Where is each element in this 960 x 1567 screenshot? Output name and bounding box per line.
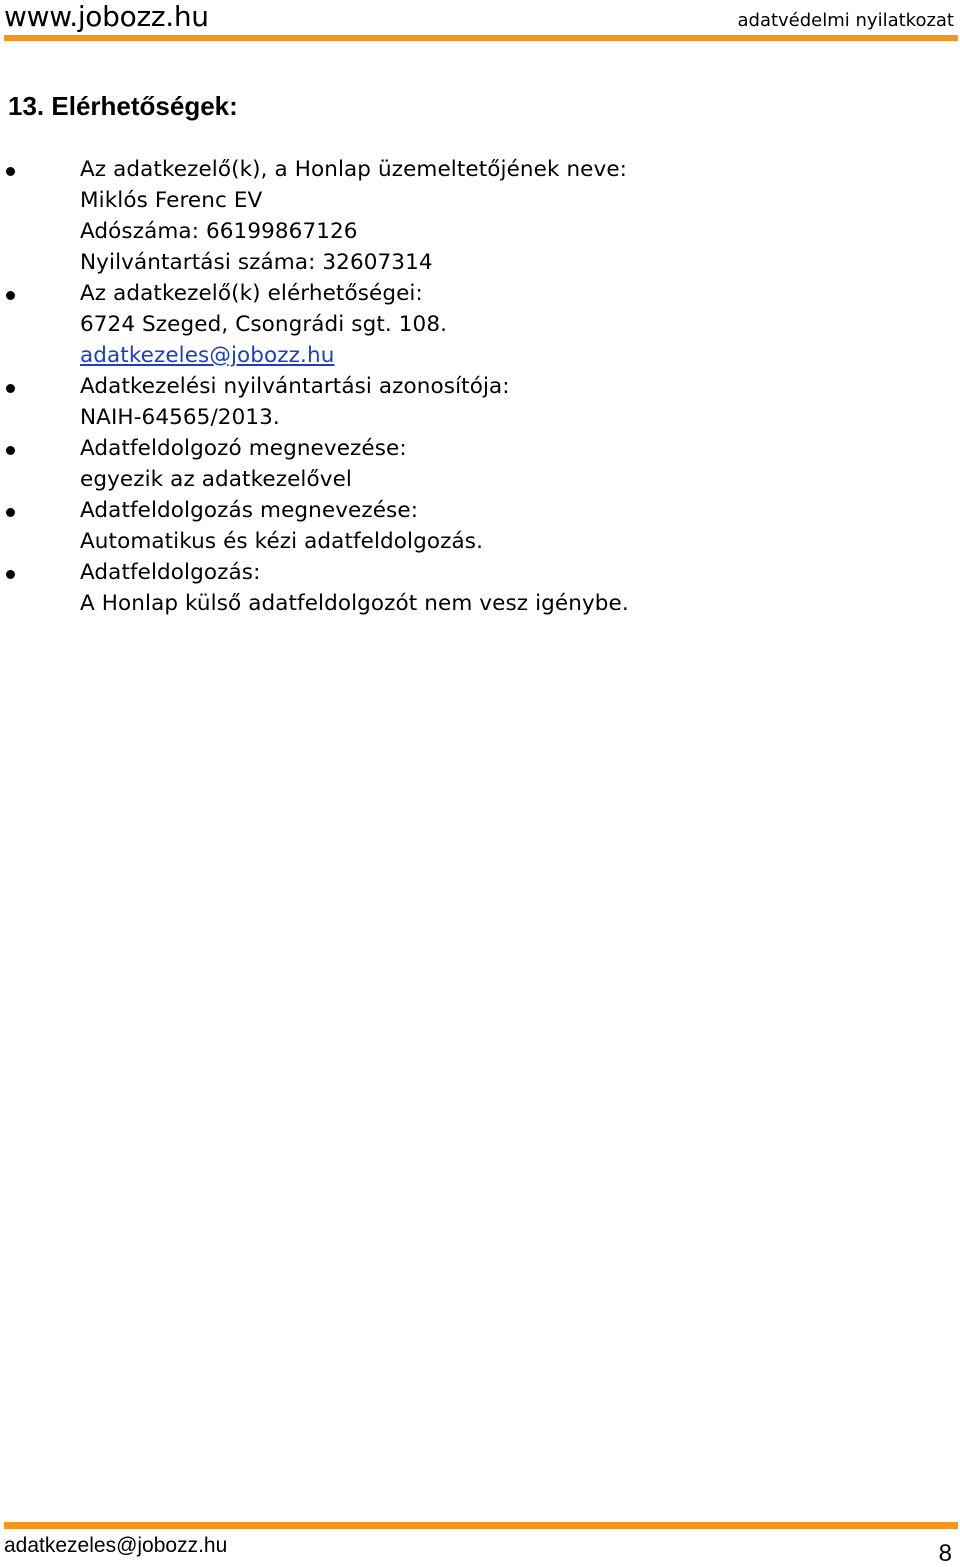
list-item-line: Adatfeldolgozás: — [80, 560, 261, 585]
list-item — [0, 557, 960, 619]
list-item-line: Adatfeldolgozó megnevezése: — [80, 436, 407, 461]
footer-divider — [4, 1522, 958, 1529]
section-heading — [8, 90, 238, 122]
bullet-icon — [6, 384, 15, 393]
section-title: Elérhetőségek: — [51, 91, 238, 121]
bullet-icon — [6, 446, 15, 455]
list-item-line: A Honlap külső adatfeldolgozót nem vesz igénybe. — [80, 591, 629, 616]
list-item-line: Nyilvántartási száma: 32607314 — [80, 250, 433, 275]
page-number: 8 — [938, 1540, 952, 1567]
list-item-line: Az adatkezelő(k), a Honlap üzemeltetőjének neve: — [80, 157, 628, 182]
list-item-line: Automatikus és kézi adatfeldolgozás. — [80, 529, 484, 554]
list-item — [0, 433, 960, 495]
list-item — [0, 495, 960, 557]
bullet-icon — [6, 291, 15, 300]
list-item-line: Az adatkezelő(k) elérhetőségei: — [80, 281, 423, 306]
list-item-line: Adószáma: 66199867126 — [80, 219, 358, 244]
list-item-line: egyezik az adatkezelővel — [80, 467, 352, 492]
site-url[interactable]: www.jobozz.hu — [4, 0, 209, 33]
list-item-line: Adatfeldolgozás megnevezése: — [80, 498, 419, 523]
page-header — [0, 0, 960, 40]
list-item — [0, 371, 960, 433]
contact-email-link[interactable]: adatkezeles@jobozz.hu — [80, 343, 335, 368]
list-item-line: Miklós Ferenc EV — [80, 188, 263, 213]
list-item — [0, 278, 960, 371]
header-divider — [4, 35, 958, 41]
list-item-line: 6724 Szeged, Csongrádi sgt. 108. — [80, 312, 448, 337]
list-item-line: NAIH-64565/2013. — [80, 405, 280, 430]
bullet-icon — [6, 570, 15, 579]
bullet-icon — [6, 167, 15, 176]
list-item — [0, 154, 960, 278]
document-title: adatvédelmi nyilatkozat — [737, 10, 954, 31]
footer-email[interactable]: adatkezeles@jobozz.hu — [4, 1534, 228, 1557]
contact-list — [0, 154, 960, 619]
bullet-icon — [6, 508, 15, 517]
list-item-line: Adatkezelési nyilvántartási azonosítója: — [80, 374, 510, 399]
section-number: 13. — [8, 91, 45, 121]
